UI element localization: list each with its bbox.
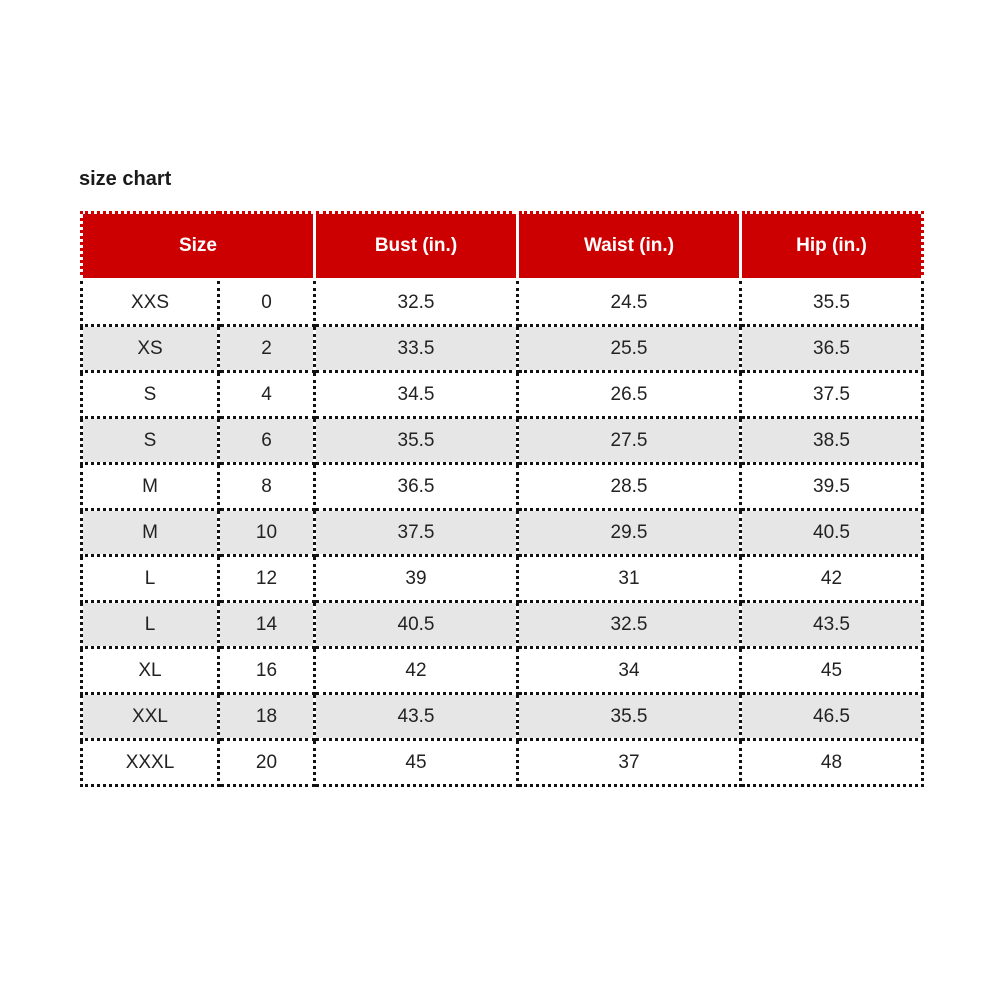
hip-cell: 48	[741, 740, 923, 786]
size-label-cell: S	[82, 418, 219, 464]
size-number-cell: 10	[219, 510, 315, 556]
table-row	[82, 510, 923, 556]
size-number-cell: 18	[219, 694, 315, 740]
hip-cell: 36.5	[741, 326, 923, 372]
bust-cell: 36.5	[315, 464, 518, 510]
hip-cell: 35.5	[741, 280, 923, 326]
table-header-row	[82, 213, 923, 280]
table-row	[82, 418, 923, 464]
waist-cell: 31	[518, 556, 741, 602]
waist-cell: 28.5	[518, 464, 741, 510]
header-waist: Waist (in.)	[518, 213, 741, 280]
bust-cell: 33.5	[315, 326, 518, 372]
size-number-cell: 2	[219, 326, 315, 372]
bust-cell: 37.5	[315, 510, 518, 556]
table-row	[82, 694, 923, 740]
hip-cell: 45	[741, 648, 923, 694]
size-number-cell: 0	[219, 280, 315, 326]
table-row	[82, 602, 923, 648]
size-label-cell: XL	[82, 648, 219, 694]
size-chart-table	[80, 211, 924, 787]
hip-cell: 37.5	[741, 372, 923, 418]
table-row	[82, 648, 923, 694]
table-row	[82, 464, 923, 510]
bust-cell: 39	[315, 556, 518, 602]
header-bust: Bust (in.)	[315, 213, 518, 280]
size-number-cell: 20	[219, 740, 315, 786]
hip-cell: 38.5	[741, 418, 923, 464]
header-hip: Hip (in.)	[741, 213, 923, 280]
size-number-cell: 14	[219, 602, 315, 648]
hip-cell: 39.5	[741, 464, 923, 510]
hip-cell: 40.5	[741, 510, 923, 556]
size-number-cell: 16	[219, 648, 315, 694]
waist-cell: 24.5	[518, 280, 741, 326]
bust-cell: 32.5	[315, 280, 518, 326]
hip-cell: 42	[741, 556, 923, 602]
size-label-cell: XS	[82, 326, 219, 372]
waist-cell: 27.5	[518, 418, 741, 464]
table-row	[82, 280, 923, 326]
bust-cell: 40.5	[315, 602, 518, 648]
size-label-cell: M	[82, 464, 219, 510]
bust-cell: 45	[315, 740, 518, 786]
page-title: size chart	[79, 168, 172, 190]
size-number-cell: 8	[219, 464, 315, 510]
table-row	[82, 740, 923, 786]
size-label-cell: XXS	[82, 280, 219, 326]
size-label-cell: M	[82, 510, 219, 556]
table-row	[82, 556, 923, 602]
size-label-cell: S	[82, 372, 219, 418]
waist-cell: 35.5	[518, 694, 741, 740]
size-label-cell: L	[82, 556, 219, 602]
waist-cell: 26.5	[518, 372, 741, 418]
waist-cell: 29.5	[518, 510, 741, 556]
size-number-cell: 4	[219, 372, 315, 418]
table-row	[82, 326, 923, 372]
size-label-cell: XXXL	[82, 740, 219, 786]
table-row	[82, 372, 923, 418]
hip-cell: 46.5	[741, 694, 923, 740]
header-size: Size	[82, 213, 315, 280]
bust-cell: 35.5	[315, 418, 518, 464]
size-number-cell: 12	[219, 556, 315, 602]
bust-cell: 42	[315, 648, 518, 694]
waist-cell: 34	[518, 648, 741, 694]
bust-cell: 34.5	[315, 372, 518, 418]
waist-cell: 25.5	[518, 326, 741, 372]
size-label-cell: XXL	[82, 694, 219, 740]
hip-cell: 43.5	[741, 602, 923, 648]
bust-cell: 43.5	[315, 694, 518, 740]
waist-cell: 32.5	[518, 602, 741, 648]
size-number-cell: 6	[219, 418, 315, 464]
waist-cell: 37	[518, 740, 741, 786]
size-label-cell: L	[82, 602, 219, 648]
